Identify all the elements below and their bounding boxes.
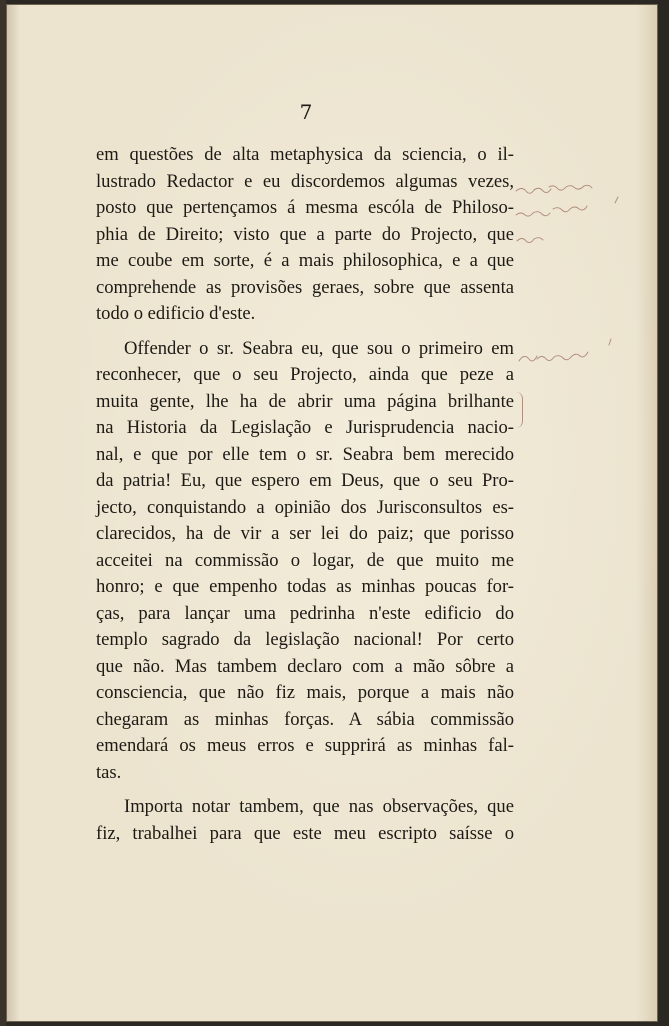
page-number: 7 [299,100,313,124]
text-line: reconhecer, que o seu Projecto, ainda que peze a [96,364,514,385]
text-line: Importa notar tambem, que nas observações, que [124,796,514,817]
margin-bracket [516,392,523,428]
text-line: em questões de alta metaphysica da sciencia, o il- [96,144,514,165]
text-line: emendará os meus erros e supprirá as minhas fal- [96,735,514,756]
text-line: phia de Direito; visto que a parte do Projecto, que [96,223,514,245]
text-line: comprehende as provisões geraes, sobre que assenta [96,276,514,298]
text-line: templo sagrado da legislação nacional! Por certo [96,629,514,650]
text-line: honro; e que empenho todas as minhas poucas for- [96,576,514,597]
text-line: fiz, trabalhei para que este meu escripto saísse o [96,822,514,844]
body-text [96,142,514,847]
text-line: me coube em sorte, é a mais philosophica, e a que [96,250,514,271]
text-line: na Historia da Legislação e Jurisprudencia nacio- [96,417,514,438]
text-line: consciencia, que não fiz mais, porque a mais não [96,682,514,703]
text-line: ças, para lançar uma pedrinha n'este edificio do [96,602,514,624]
text-line: lustrado Redactor e eu discordemos algumas vezes, [96,170,514,192]
text-line: jecto, conquistando a opinião dos Jurisconsultos es- [96,496,514,518]
text-line: posto que pertençamos á mesma escóla de Philoso- [96,197,514,218]
text-line: tas. [96,761,122,783]
book-page [6,4,658,1022]
handwritten-annotation [511,169,641,429]
text-line: clarecidos, ha de vir a ser lei do paiz; que porisso [96,523,514,544]
text-line: acceitei na commissão o logar, de que muito me [96,549,514,571]
text-line: que não. Mas tambem declaro com a mão sôbre a [96,655,514,677]
text-line: todo o edificio d'este. [96,303,256,324]
text-line: da patria! Eu, que espero em Deus, que o seu Pro- [96,470,514,491]
text-line: muita gente, lhe ha de abrir uma página brilhante [96,390,514,412]
text-line: chegaram as minhas forças. A sábia commissão [96,708,514,730]
text-line: nal, e que por elle tem o sr. Seabra bem merecido [96,443,514,465]
text-line: Offender o sr. Seabra eu, que sou o primeiro em [124,337,514,359]
